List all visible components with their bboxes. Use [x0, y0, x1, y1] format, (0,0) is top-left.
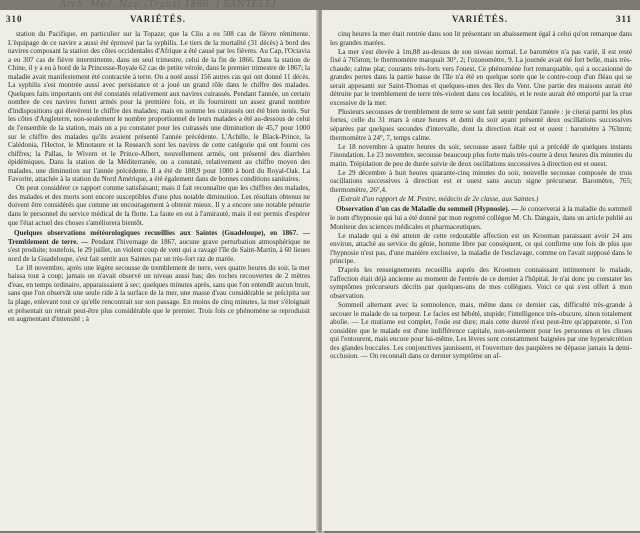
running-title: VARIÉTÉS. [129, 14, 187, 24]
section-heading: Observation d'un cas de Maladie du sommeil (Hypnosie). — [336, 205, 519, 214]
paragraph: Le malade qui a été atteint de cette redoutable affection est un Krooman paraissant avoir 24 ans environ, attaché au service du génie, homme libre par conséquent, ce qui confirme une fois de plus que l'hypnosie n'est pas, d'une manière exclusive, la maladie de l'esclavage, comme on l'avait supposé dans le principe. [330, 231, 632, 266]
left-page [0, 10, 318, 531]
paragraph: Plusieurs secousses de tremblement de terre se sont fait sentir pendant l'année : je citerai parmi les plus fortes, celle du 31 mars à onze heures et demi du soir ayant présenté deux oscillations successives séparées par quelques secondes d'intervalle, dont la direction était est et ouest : baromètre à 763mm; thermomètre à 24°, 7, temps calme. [330, 107, 632, 142]
handwritten-catalog-note: Arch. Méd. Nav. (Trans) 1866, I SANTELLI [60, 0, 276, 10]
citation: (Extrait d'un rapport de M. Pestre, médecin de 2e classe, aux Saintes.) [338, 194, 539, 203]
section-heading: Quelques observations météorologiques recueillies aux Saintes (Guadeloupe), en 1867. — Tremblement de terre. — [8, 229, 310, 246]
right-page [322, 10, 640, 531]
paragraph: La mer s'est élevée à 1m,88 au-dessus de son niveau normal. Le baromètre n'a pas varié, il est resté fixé à 765mm; le thermomètre marquait 30°, 2; l'ozonomètre, 9. La journée avait été fort belle, mais très-chaude; calme plat; courants très-forts vers l'ouest. Ce phénomène fort remarquable, qui a occasionné de grandes pertes dans la partie basse de l'île n'a été en quelque sorte que le contre-coup d'un fléau qui se serait appesanti sur Saint-Thomas et quelques-unes des îles du Vent. Une partie des maisons aurait été détruite par le tremblement de terre très-violent dans ces localités, et le reste aurait été emporté par la crue excessive de la mer. [330, 47, 632, 107]
running-head [6, 14, 310, 26]
section [8, 229, 310, 263]
paragraph: Je conserverai à la maladie du sommeil le nom d'hypnosie qui lui a été donné par mon regretté collègue M. Ch. Dangaix, dans un article publié au Moniteur des sciences médicales et pharmaceutiques. [330, 205, 632, 231]
paragraph: Le 29 décembre à huit heures quarante-cinq minutes du soir, nouvelle secousse composée de trois oscillations successives à direction est et ouest sans aucun signe précurseur. Baromètre, 765; thermomètre, 26°,4. [330, 168, 632, 194]
paragraph: cinq heures la mer était rentrée dans son lit présentant un abaissement égal à celui qu'on remarque dans les grandes marées. [330, 30, 632, 47]
page-number: 311 [615, 14, 632, 24]
running-head [328, 14, 632, 26]
section [330, 205, 632, 231]
left-page-text [8, 30, 310, 529]
paragraph: station du Pacifique, en particulier sur la Topaze; que la Clio a eu 508 cas de fièvre rémittente. L'équipage de ce navire a aussi été éprouvé par la syphilis. Le tiers de la mortalité (31 décès) à bord des navires composant la station des côtes occidentales d'Afrique a été causé par les fièvres. Au Cap, l'Octavia a eu 307 cas de fièvre intermittente, dans un seul trimestre, celui de la fin de 1866. Dans la station de Chine, il y a eu à bord de la Princesse-Royale 62 cas de petite vérole, dans le premier trimestre de 1867; la maladie avait manifestement été contractée à terre. On a noté aussi 156 autres cas qui ont donné 11 décès. La syphilis s'est montrée aussi avec persistance et a joué un grand rôle dans le chiffre des malades. Quelques faits importants ont été constatés relativement aux navires cuirassés. Pendant l'année, un certain nombre de ces navires furent armés pour la première fois, et ils fournirent un assez grand nombre d'indispositions qui élevèrent le chiffre des malades; mais en somme les cuirassés ont été bien notés. Sur les côtes d'Angleterre, non-seulement le nombre proportionnel de leurs malades a été au-dessous de celui de l'ensemble de la station, mais on a pu constater pour les cuirassés une diminution de 45,7 pour 1000 sur le chiffre des malades qu'ils avaient présenté l'année précédente. L'Achille, le Black-Prince, la Calédonia, l'Hector, le Minotaure et la Research sont les navires de cette catégorie qui ont fourni ces chiffres; la Pallas, le Wivern et le Prince-Albert, nouvellement armés, ont présenté des diarrhées épidémiques. Dans la station de la Méditerranée, on a constaté, relativement au chiffre moyen des malades, une diminution sur l'année précédente. Il a été de 188,9 pour 1000 à bord du Royal-Oak. La Favorite, attachée à la station du Nord Amérique, a été également dans de bonnes conditions sanitaires. [8, 30, 310, 184]
paragraph: Le 18 novembre, après une légère secousse de tremblement de terre, vers quatre heures du soir, la mer baissa tout à coup; jamais on n'avait observé un niveau aussi bas; des roches recouvertes de 2 mètres d'eau, en temps ordinaire, apparaissaient à sec; quelques minutes après, sans que l'on entendît aucun bruit, sans que l'on observât une seule ride à la surface de la mer, une masse d'eau considérable se précipita sur la plage, enlevant tout ce qu'elle rencontrait sur son passage. En moins de cinq minutes, la mer s'éloignait et présentait un retrait peut-être plus considérable que le premier. Trois fois ce phénomène se reproduisit en augmentant d'intensité ; à [8, 263, 310, 324]
running-title: VARIÉTÉS. [451, 14, 509, 24]
paragraph: On peut considérer ce rapport comme satisfaisant; mais il fait reconnaître que les chiffres des malades, des malades et des morts sont encore susceptibles d'une plus notable diminution. Les résultats obtenus ne doivent être considérés que comme un encouragement à obtenir mieux. Il y a encore une notable pénurie dans le personnel du service médical de la flotte. La faute en est à l'amirauté, mais il est permis d'espérer que l'état actuel des choses s'améliorera bientôt. [8, 184, 310, 227]
paragraph: Le 18 novembre à quatre heures du soir, secousse assez faible qui a précédé de quelques instants l'inondation. Le 23 novembre, secousse beaucoup plus forte mais très-courte à deux heures dix minutes du matin. Trépidation de peu de durée suivie de deux oscillations successives à direction est et ouest. [330, 142, 632, 168]
page-number: 310 [6, 14, 23, 24]
right-page-text [330, 30, 632, 529]
paragraph: Sommeil alternant avec la somnolence, mais, même dans ce dernier cas, difficulté très-grande à secouer le malade de sa torpeur. Le facies est hébété, stupide; l'intelligence très-obscure, sinon totalement abolie. — Le mutisme est complet, l'ouïe est dure; mais cette dureté n'est peut-être qu'apparente, si l'on considère que le malade est d'une indifférence capitale, non-seulement pour les personnes et les choses qui l'entourent, mais encore pour lui-même. Les lèvres sont constamment baignées par une hypersécrétion des glandes buccales. Les conjonctives jaunissent, et l'ouverture des paupières ne dépasse jamais la demi-occlusion. — On reconnaît dans ce dernier symptôme un af- [330, 300, 632, 361]
paragraph: Pendant l'hivernage de 1867, aucune grave perturbation atmosphérique ne s'est produite; toutefois, le 29 juillet, un violent coup de vent qui a ravagé l'île de Saint-Martin, à 60 lieues nord de la Guadeloupe, s'est fait sentir aux Saintes par un très-fort raz de marée. [8, 237, 310, 263]
paragraph: D'après les renseignements recueillis auprès des Kroomen connaissant intimement le malade, l'affection était déjà ancienne au moment de l'entrée de ce dernier à l'hôpital. Je n'ai donc pu constater les symptômes précurseurs décrits par quelques-uns de mes collègues. Voici ce qui s'est offert à mon observation. [330, 266, 632, 300]
